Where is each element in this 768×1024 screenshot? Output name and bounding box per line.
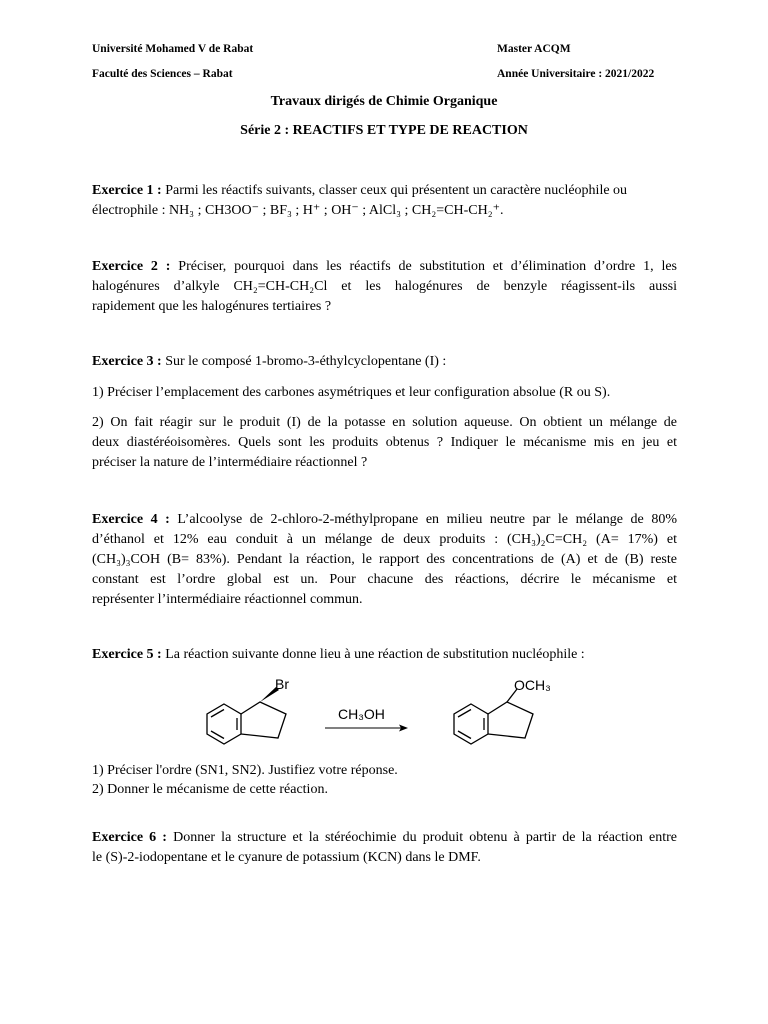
exercise-6-line2: le (S)-2-iodopentane et le cyanure de potassium (KCN) dans le DMF. bbox=[92, 850, 481, 865]
exercise-3-question-2 bbox=[92, 413, 677, 473]
exercise-3-q2-line3: préciser la nature de l’intermédiaire réactionnel ? bbox=[92, 455, 368, 470]
exercise-5-question-2: 2) Donner le mécanisme de cette réaction. bbox=[92, 782, 328, 797]
exercise-5 bbox=[92, 645, 677, 665]
product-molecule bbox=[454, 689, 533, 744]
exercise-3-label: Exercice 3 : bbox=[92, 354, 162, 369]
exercise-4-line4: constant est l’ordre global est un. Pour chacune des réactions, décrire le mécanisme et bbox=[92, 572, 677, 587]
exercise-3-q2-line1: 2) On fait réagir sur le produit (I) de la potasse en solution aqueuse. On obtient un mélange de bbox=[92, 415, 677, 430]
exercise-6 bbox=[92, 828, 677, 868]
exercise-5-question-1: 1) Préciser l'ordre (SN1, SN2). Justifiez votre réponse. bbox=[92, 763, 398, 778]
exercise-6-line1: Donner la structure et la stéréochimie du produit obtenu à partir de la réaction entre bbox=[173, 830, 677, 845]
exercise-2-label: Exercice 2 : bbox=[92, 259, 171, 274]
exercise-4-line3: (CH₃)₃COH (B= 83%). Pendant la réaction, le rapport des concentrations de (A) et de (B) reste bbox=[92, 552, 677, 567]
exercise-4-line2: d’éthanol et 12% eau conduit à un mélange de deux produits : (CH₃)₂C=CH₂ (A= 17%) et bbox=[92, 532, 677, 547]
exercise-2-line2: halogénures d’alkyle CH₂=CH-CH₂Cl et les halogénures de benzyle réagissent-ils aussi bbox=[92, 279, 677, 294]
reactant-substituent: Br bbox=[275, 676, 289, 692]
exercise-1-label: Exercice 1 : bbox=[92, 183, 162, 198]
reagent-label: CH₃OH bbox=[338, 706, 385, 722]
exercise-6-label: Exercice 6 : bbox=[92, 830, 167, 845]
exercise-1-line2: électrophile : NH₃ ; CH3OO⁻ ; BF₃ ; H⁺ ; OH⁻ ; AlCl₃ ; CH₂=CH-CH₂⁺. bbox=[92, 203, 504, 218]
exercise-3-intro: Sur le composé 1-bromo-3-éthylcyclopentane (I) : bbox=[165, 354, 447, 369]
exercise-5-label: Exercice 5 : bbox=[92, 647, 162, 662]
course-title: Travaux dirigés de Chimie Organique bbox=[270, 94, 498, 109]
exercise-2-line1: Préciser, pourquoi dans les réactifs de substitution et d’élimination d’ordre 1, les bbox=[178, 259, 677, 274]
exercise-3 bbox=[92, 352, 677, 372]
university-name: Université Mohamed V de Rabat bbox=[92, 43, 254, 55]
reactant-molecule bbox=[207, 702, 286, 744]
series-title: Série 2 : REACTIFS ET TYPE DE REACTION bbox=[240, 123, 528, 138]
exercise-3-q2-line2: deux diastéréoisomères. Quels sont les produits obtenus ? Indiquer le mécanisme mis en jeu et bbox=[92, 435, 677, 450]
exercise-4-line1: L’alcoolyse de 2-chloro-2-méthylpropane en milieu neutre par le mélange de 80% bbox=[177, 512, 677, 527]
exercise-1 bbox=[92, 181, 677, 221]
reaction-arrow-icon bbox=[325, 725, 408, 732]
exercise-5-intro: La réaction suivante donne lieu à une réaction de substitution nucléophile : bbox=[165, 647, 585, 662]
exercise-4-label: Exercice 4 : bbox=[92, 512, 170, 527]
program-name: Master ACQM bbox=[497, 43, 571, 55]
academic-year: Année Universitaire : 2021/2022 bbox=[497, 68, 655, 80]
product-substituent: OCH₃ bbox=[514, 677, 551, 693]
exercise-4-line5: représenter l’intermédiaire réactionnel commun. bbox=[92, 592, 363, 607]
exercise-1-line1: Parmi les réactifs suivants, classer ceux qui présentent un caractère nucléophile ou bbox=[165, 183, 628, 198]
reaction-scheme bbox=[190, 672, 580, 762]
faculty-name: Faculté des Sciences – Rabat bbox=[92, 68, 233, 80]
exercise-2 bbox=[92, 257, 677, 317]
exercise-2-line3: rapidement que les halogénures tertiaires ? bbox=[92, 299, 332, 314]
exercise-3-question-1: 1) Préciser l’emplacement des carbones asymétriques et leur configuration absolue (R ou S). bbox=[92, 385, 611, 400]
exercise-4 bbox=[92, 510, 677, 610]
